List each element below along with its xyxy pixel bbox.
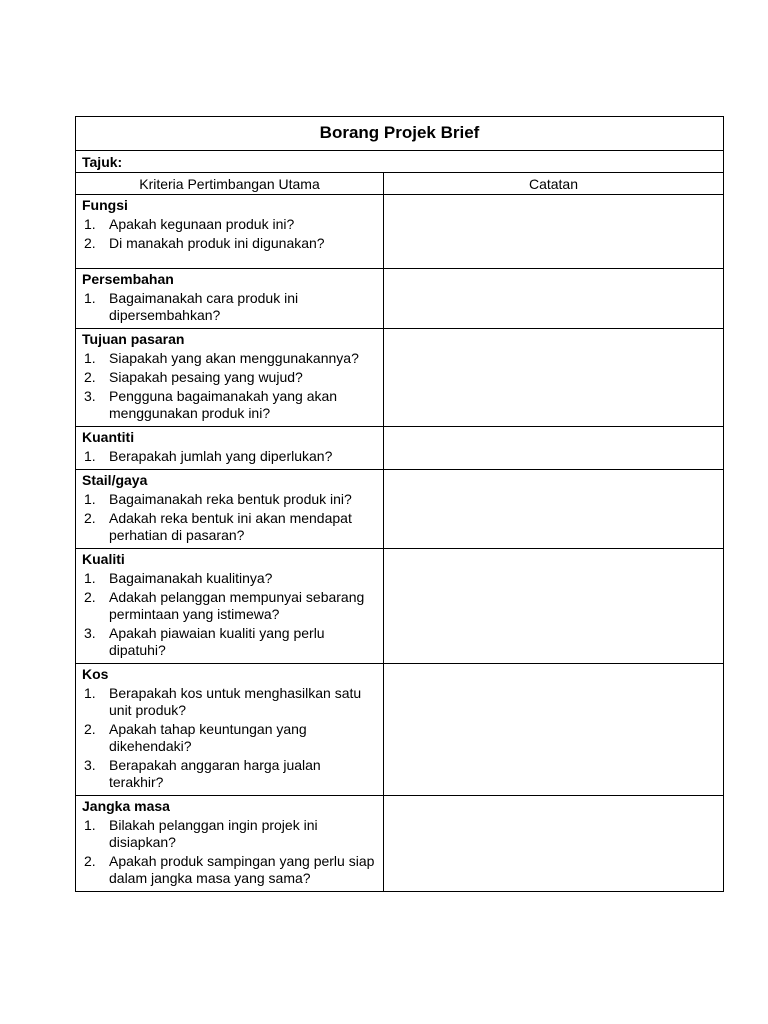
criteria-row [76, 664, 724, 796]
criteria-row [76, 269, 724, 329]
question-number: 3. [84, 388, 96, 404]
criteria-question [82, 369, 377, 386]
tajuk-field[interactable]: Tajuk: [76, 151, 724, 173]
criteria-question-list [82, 570, 377, 659]
question-number: 2. [84, 853, 96, 869]
question-text: Bilakah pelanggan ingin projek ini disiapkan? [109, 817, 318, 850]
criteria-heading: Fungsi [82, 197, 128, 213]
question-text: Siapakah pesaing yang wujud? [109, 369, 303, 385]
criteria-question [82, 235, 377, 252]
question-text: Bagaimanakah reka bentuk produk ini? [109, 491, 352, 507]
question-number: 2. [84, 235, 96, 251]
criteria-question [82, 350, 377, 367]
question-text: Apakah piawaian kualiti yang perlu dipatuhi? [109, 625, 325, 658]
question-number: 1. [84, 290, 96, 306]
question-text: Siapakah yang akan menggunakannya? [109, 350, 359, 366]
criteria-heading: Stail/gaya [82, 472, 148, 488]
criteria-column-header: Kriteria Pertimbangan Utama [76, 173, 384, 195]
question-text: Apakah produk sampingan yang perlu siap dalam jangka masa yang sama? [109, 853, 375, 886]
criteria-question-list [82, 448, 377, 465]
criteria-question-list [82, 350, 377, 422]
criteria-question [82, 448, 377, 465]
criteria-question [82, 721, 377, 755]
criteria-question [82, 817, 377, 851]
criteria-question [82, 216, 377, 233]
criteria-question [82, 685, 377, 719]
question-text: Berapakah anggaran harga jualan terakhir? [109, 757, 321, 790]
notes-cell[interactable] [384, 549, 724, 664]
question-number: 1. [84, 448, 96, 464]
notes-cell[interactable] [384, 329, 724, 427]
criteria-cell [76, 329, 384, 427]
criteria-row [76, 549, 724, 664]
criteria-cell [76, 664, 384, 796]
criteria-cell [76, 470, 384, 549]
column-header-row [76, 173, 724, 195]
criteria-question-list [82, 685, 377, 791]
criteria-row [76, 329, 724, 427]
criteria-cell [76, 549, 384, 664]
criteria-heading: Kuantiti [82, 429, 135, 445]
criteria-question [82, 491, 377, 508]
criteria-heading: Jangka masa [82, 798, 170, 814]
form-title: Borang Projek Brief [76, 117, 724, 151]
question-number: 1. [84, 216, 96, 232]
question-text: Apakah tahap keuntungan yang dikehendaki? [109, 721, 307, 754]
question-number: 2. [84, 369, 96, 385]
question-text: Berapakah kos untuk menghasilkan satu unit produk? [109, 685, 362, 718]
criteria-cell [76, 269, 384, 329]
criteria-question [82, 388, 377, 422]
criteria-cell [76, 427, 384, 470]
criteria-row [76, 796, 724, 892]
question-text: Apakah kegunaan produk ini? [109, 216, 295, 232]
criteria-row [76, 195, 724, 269]
criteria-question [82, 757, 377, 791]
question-number: 2. [84, 721, 96, 737]
criteria-row [76, 427, 724, 470]
criteria-heading: Kualiti [82, 551, 125, 567]
question-number: 1. [84, 685, 96, 701]
criteria-question-list [82, 817, 377, 887]
question-number: 3. [84, 757, 96, 773]
question-number: 1. [84, 350, 96, 366]
question-text: Adakah pelanggan mempunyai sebarang permintaan yang istimewa? [109, 589, 365, 622]
criteria-question [82, 853, 377, 887]
criteria-question [82, 290, 377, 324]
criteria-question [82, 625, 377, 659]
criteria-row [76, 470, 724, 549]
title-row [76, 117, 724, 151]
criteria-question-list [82, 290, 377, 324]
question-text: Bagaimanakah kualitinya? [109, 570, 273, 586]
project-brief-form-table [75, 116, 724, 892]
criteria-question-list [82, 491, 377, 544]
question-text: Adakah reka bentuk ini akan mendapat perhatian di pasaran? [109, 510, 352, 543]
question-number: 1. [84, 570, 96, 586]
notes-cell[interactable] [384, 427, 724, 470]
question-number: 1. [84, 491, 96, 507]
question-text: Berapakah jumlah yang diperlukan? [109, 448, 333, 464]
criteria-question-list [82, 216, 377, 252]
notes-cell[interactable] [384, 269, 724, 329]
criteria-question [82, 570, 377, 587]
notes-cell[interactable] [384, 470, 724, 549]
question-number: 2. [84, 510, 96, 526]
notes-cell[interactable] [384, 195, 724, 269]
question-number: 3. [84, 625, 96, 641]
tajuk-row [76, 151, 724, 173]
question-text: Pengguna bagaimanakah yang akan menggunakan produk ini? [109, 388, 338, 421]
question-number: 1. [84, 817, 96, 833]
question-text: Di manakah produk ini digunakan? [109, 235, 325, 251]
criteria-question [82, 510, 377, 544]
notes-cell[interactable] [384, 664, 724, 796]
notes-column-header: Catatan [384, 173, 724, 195]
notes-cell[interactable] [384, 796, 724, 892]
criteria-cell [76, 796, 384, 892]
question-number: 2. [84, 589, 96, 605]
criteria-heading: Kos [82, 666, 109, 682]
criteria-cell [76, 195, 384, 269]
question-text: Bagaimanakah cara produk ini dipersembahkan? [109, 290, 299, 323]
criteria-question [82, 589, 377, 623]
criteria-heading: Persembahan [82, 271, 174, 287]
criteria-heading: Tujuan pasaran [82, 331, 185, 347]
